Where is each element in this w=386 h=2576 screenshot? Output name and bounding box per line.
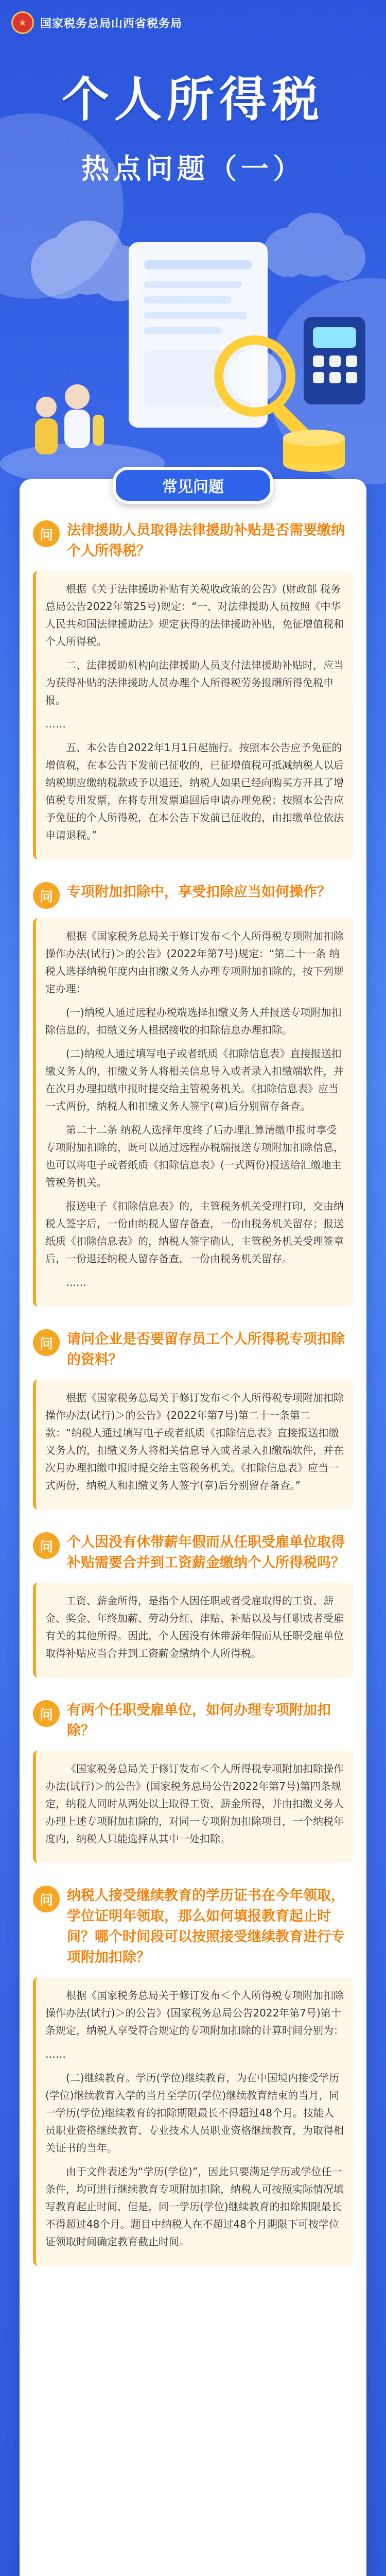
answer-paragraph: 根据《国家税务总局关于修订发布＜个人所得税专项附加扣除操作办法(试行)＞的公告》(国家税务总局公告2022年第7号)第十条规定，纳税人享受符合规定的专项附加扣除的计算时间分别为： — [45, 1989, 344, 2037]
faq-item-3 — [33, 1329, 353, 1510]
answer-paragraph: 五、本公告自2022年1月1日起施行。按照本公告应予免征的增值税，在本公告下发前已征收的，已征增值税可抵减纳税人以后纳税期应缴纳税款或予以退还，纳税人如果已经向购买方开具了增值税专用发票，在将专用发票追回后申请办理免税；按照本公告应予免征的个人所得税，在本公告下发前已征收的，由扣缴单位依法申请退税。” — [45, 741, 344, 841]
faq-card — [20, 479, 366, 2576]
answer-paragraph: 《国家税务总局关于修订发布＜个人所得税专项附加扣除操作办法(试行)＞的公告》(国家税务总局公告2022年第7号)第四条规定，纳税人同时从两处以上取得工资、薪金所得，并由扣缴义务人办理上述专项附加扣除的，对同一专项附加扣除项目，一个纳税年度内，纳税人只能选择从其中一处扣除。 — [45, 1762, 344, 1845]
answer-paragraph: (二)纳税人通过填写电子或者纸质《扣除信息表》直接报送扣缴义务人的，扣缴义务人将相关信息导入或者录入扣缴端软件，并在次月办理扣缴申报时提交给主管税务机关。《扣除信息表》应当一式两份，纳税人和扣缴义务人签字(章)后分别留存备查。 — [45, 1047, 344, 1112]
question-text: 纳税人接受继续教育的学历证书在今年领取，学位证明年领取，那么如何填报教育起止时间？哪个时间段可以按照接受继续教育进行专项附加扣除？ — [67, 1888, 345, 1965]
answer-paragraph: (二)继续教育。学历(学位)继续教育，为在中国境内接受学历(学位)继续教育入学的当月至学历(学位)继续教育结束的当月，同一学历(学位)继续教育的扣除期限最长不得超过48个月。技能人员职业资格继续教育、专业技术人员职业资格继续教育，为取得相关证书的当年。 — [45, 2072, 344, 2154]
question-number-badge: 问 — [33, 1532, 60, 1559]
answer-paragraph: 由于文件表述为“学历(学位)”，因此只要满足学历或学位任一条件，均可进行继续教育专项附加扣除，纳税人可按照实际情况填写教育起止时间，但是，同一学历(学位)继续教育的扣除期限最长不得超过48个月。题目中纳税人在不超过48个月期限下可按学位证领取时间确定教育截止时间。 — [45, 2165, 344, 2248]
spacer — [33, 2289, 353, 2309]
answer-block — [33, 918, 353, 1307]
faq-item-5 — [33, 1700, 353, 1863]
page-subtitle: 热点问题（一） — [81, 152, 305, 185]
question-text: 有两个任职受雇单位，如何办理专项附加扣除？ — [67, 1702, 331, 1739]
answer-block — [33, 1583, 353, 1677]
calculator-icon — [304, 317, 365, 404]
brand — [11, 11, 182, 34]
question-text: 法律援助人员取得法律援助补贴是否需要缴纳个人所得税？ — [67, 522, 345, 559]
faq-item-1 — [33, 520, 353, 859]
question-text: 专项附加扣除中，享受扣除应当如何操作？ — [67, 884, 331, 900]
faq-content — [33, 520, 353, 2309]
header — [0, 0, 386, 526]
coin-stack-icon — [283, 430, 345, 472]
answer-paragraph: …… — [66, 1276, 86, 1289]
question-number-badge: 问 — [33, 1886, 60, 1912]
question-header — [33, 520, 353, 562]
question-header — [33, 1886, 353, 1968]
answer-paragraph: 根据《国家税务总局关于修订发布＜个人所得税专项附加扣除操作办法(试行)＞的公告》(2022年第7号)第二十一条第二款：“纳税人通过填写电子或者纸质《扣除信息表》直接报送扣缴义务人的，扣缴义务人将相关信息导入或者录入扣缴端软件，并在次月办理扣缴申报时提交给主管税务机关。《扣除信息表》应当一式两份，纳税人和扣缴义务人签字(章)后分别留存备查。” — [45, 1392, 344, 1492]
question-number-badge: 问 — [33, 882, 60, 909]
faq-item-4 — [33, 1532, 353, 1677]
page-title: 个人所得税 — [61, 72, 324, 127]
question-header — [33, 1329, 353, 1370]
brand-name: 国家税务总局山西省税务局 — [40, 17, 183, 30]
answer-paragraph: 二、法律援助机构向法律援助人员支付法律援助补贴时，应当为获得补贴的法律援助人员办理个人所得税劳务报酬所得免税申报。 — [45, 659, 344, 706]
answer-paragraph: 报送电子《扣除信息表》的，主管税务机关受理打印，交由纳税人签字后，一份由纳税人留存备查，一份由税务机关留存；报送纸质《扣除信息表》的，纳税人签字确认，主管税务机关受理签章后，一份退还纳税人留存备查，一份由税务机关留存。 — [45, 1200, 344, 1265]
question-text: 个人因没有休带薪年假而从任职受雇单位取得补贴需要合并到工资薪金缴纳个人所得税吗？ — [67, 1534, 345, 1571]
question-header — [33, 1532, 353, 1573]
question-header — [33, 882, 353, 909]
tax-emblem-icon: ★ — [11, 11, 34, 34]
cloud-icon-2 — [264, 213, 365, 281]
question-text: 请问企业是否要留存员工个人所得税专项扣除的资料？ — [67, 1331, 345, 1368]
answer-paragraph: …… — [45, 718, 66, 730]
answer-block — [33, 571, 353, 859]
question-number-badge: 问 — [33, 1700, 60, 1727]
faq-item-6 — [33, 1886, 353, 2266]
question-header — [33, 1700, 353, 1741]
answer-paragraph: …… — [45, 2048, 66, 2060]
question-number-badge: 问 — [33, 1329, 60, 1356]
section-tab-faq: 常见问题 — [113, 467, 273, 504]
answer-paragraph: 根据《国家税务总局关于修订发布＜个人所得税专项附加扣除操作办法(试行)＞的公告》(2022年第7号)规定：“第二十一条 纳税人选择纳税年度内由扣缴义务人办理专项附加扣除的，按下列规定办理： — [45, 930, 344, 995]
faq-item-2 — [33, 882, 353, 1307]
answer-paragraph: 根据《关于法律援助补贴有关税收政策的公告》(财政部 税务总局公告2022年第25号)规定：“一、对法律援助人员按照《中华人民共和国法律援助法》规定获得的法律援助补贴，免征增值税和个人所得税。 — [45, 583, 344, 648]
answer-block — [33, 1751, 353, 1863]
question-number-badge: 问 — [33, 520, 60, 547]
answer-block — [33, 1380, 353, 1510]
answer-paragraph: 第二十二条 纳税人选择年度终了后办理汇算清缴申报时享受专项附加扣除的，既可以通过远程办税端报送专项附加扣除信息，也可以将电子或者纸质《扣除信息表》(一式两份)报送给汇缴地主管税务机关。 — [45, 1124, 344, 1189]
answer-paragraph: (一)纳税人通过远程办税端选择扣缴义务人并报送专项附加扣除信息的，扣缴义务人根据接收的扣除信息办理扣除。 — [45, 1006, 342, 1036]
answer-paragraph: 工资、薪金所得，是指个人因任职或者受雇取得的工资、薪金、奖金、年终加薪、劳动分红、津贴、补贴以及与任职或者受雇有关的其他所得。因此，个人因没有休带薪年假而从任职受雇单位取得补贴应当合并到工资薪金缴纳个人所得税。 — [45, 1595, 344, 1659]
answer-block — [33, 1977, 353, 2266]
